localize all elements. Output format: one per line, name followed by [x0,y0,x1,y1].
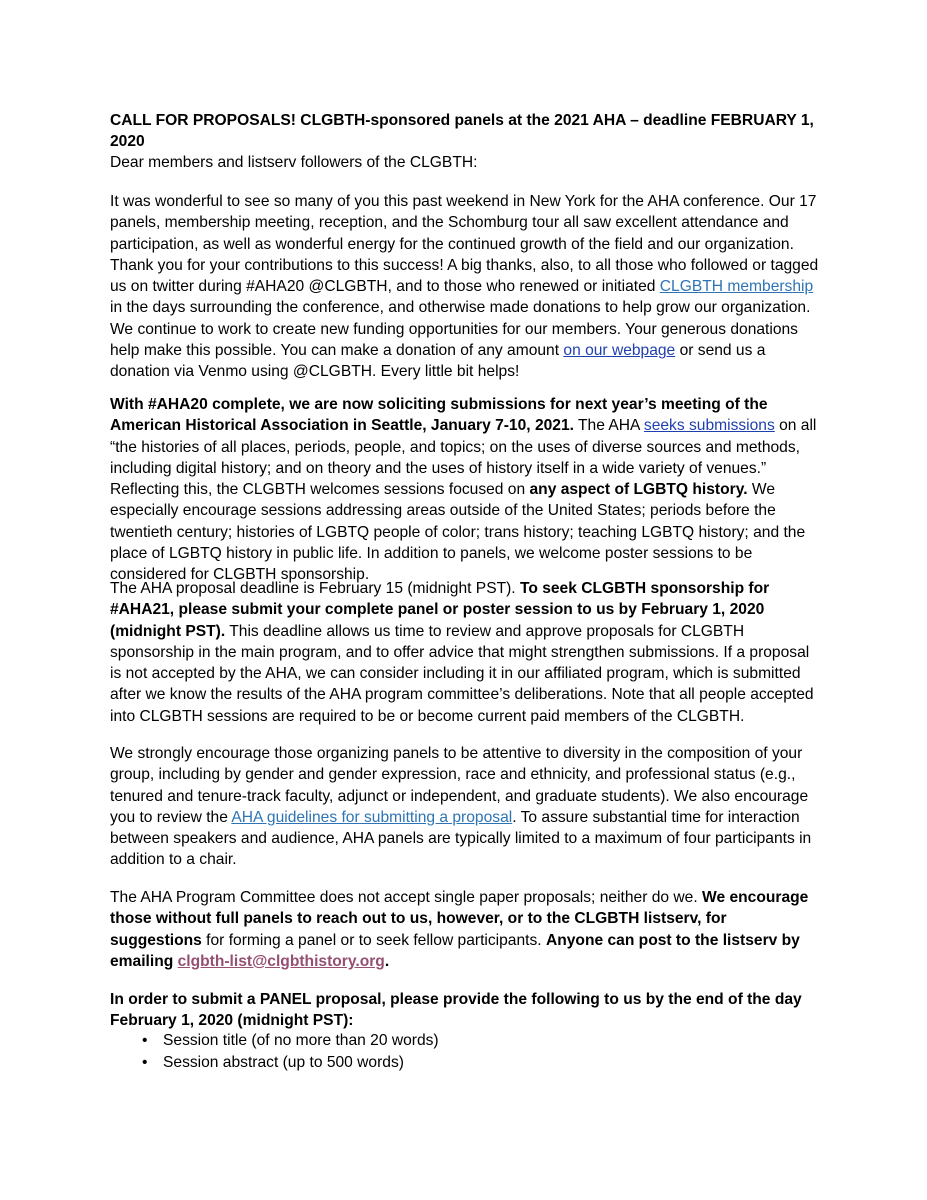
bold-text: With #AHA20 complete, we are now soliciting submissions for next year’s meeting of the American Historical Association in Seattle, January 7-10, 2021. [110,396,768,435]
text: The AHA [573,417,644,435]
bold-text: To seek CLGBTH sponsorship for #AHA21, please submit your complete panel or poster session to us by February 1, 2020 (midnight PST). [110,580,770,640]
text: The AHA Program Committee does not accept single paper proposals; neither do we. [110,889,703,906]
seeks-submissions-link[interactable]: seeks submissions [643,417,775,435]
list-item-text: Session abstract (up to 500 words) [163,1054,404,1071]
text: It was wonderful to see so many of you this past weekend in New York for the AHA conference. Our 17 panels, membership meeting, reception, and the Schomburg tour all saw excellent attendance and participation, as well as wonderful energy for the continued growth of the field and our organization. Thank you for your contributions to this success! A big thanks, also, to all those who followed or tagged us on twitter during #AHA20 @CLGBTH, and to those who renewed or initiated [110,193,819,296]
salutation: Dear members and listserv followers of the CLGBTH: [110,154,478,171]
paragraph-listserv [110,887,820,972]
text: We especially encourage sessions addressing areas outside of the United States; periods before the twentieth century; histories of LGBTQ people of color; trans history; teaching LGBTQ history; and the place of LGBTQ history in public life. In addition to panels, we welcome poster sessions to be considered for CLGBTH sponsorship. [110,481,806,584]
listserv-email-link[interactable]: clgbth-list@clgbthistory.org [177,952,385,970]
bold-text: any aspect of LGBTQ history. [529,481,748,499]
paragraph-intro [110,191,820,383]
bullet-icon: • [142,1054,148,1071]
aha-guidelines-link[interactable]: AHA guidelines for submitting a proposal [231,808,513,826]
text: for forming a panel or to seek fellow participants. [201,931,546,949]
requirements-list [110,1030,810,1074]
bold-text: We encourage those without full panels to reach out to us, however, or to the CLGBTH listserv, for suggestions [110,889,809,949]
text: in the days surrounding the conference, and otherwise made donations to help grow our organization. We continue to work to create new funding opportunities for our members. Your generous donations help make this possible. You can make a donation of any amount [110,299,811,360]
page-title: CALL FOR PROPOSALS! CLGBTH-sponsored panels at the 2021 AHA – deadline FEBRUARY 1, 2020 [110,112,814,151]
membership-link[interactable]: CLGBTH membership [659,278,814,296]
bold-text: Anyone can post to the listserv by emailing [110,931,800,970]
text: . To assure substantial time for interaction between speakers and audience, AHA panels are typically limited to a maximum of four participants in addition to a chair. [110,808,812,869]
webpage-donation-link[interactable]: on our webpage [563,342,676,360]
paragraph-submissions [110,394,820,586]
list-item [110,1052,810,1074]
text: on all “the histories of all places, periods, people, and topics; on the uses of diverse sources and methods, including digital history; and on theory and the uses of history itself in a wide variety of venues.” Reflecting this, the CLGBTH welcomes sessions focused on [110,417,817,499]
list-item-text: Session title (of no more than 20 words) [163,1032,439,1049]
text: This deadline allows us time to review and approve proposals for CLGBTH sponsorship in the main program, and to offer advice that might strengthen submissions. If a proposal is not accepted by the AHA, we can consider including it in our affiliated program, which is submitted after we know the results of the AHA program committee’s deliberations. Note that all people accepted into CLGBTH sessions are required to be or become current paid members of the CLGBTH. [110,622,814,725]
bullet-icon: • [142,1032,148,1049]
text: or send us a donation via Venmo using @CLGBTH. Every little bit helps! [110,342,766,381]
text: We strongly encourage those organizing panels to be attentive to diversity in the composition of your group, including by gender and gender expression, race and ethnicity, and professional status (e.g., tenured and tenure-track faculty, adjunct or independent, and graduate students). We also encourage you to review the [110,745,809,826]
paragraph-deadline [110,578,820,727]
text: The AHA proposal deadline is February 15 (midnight PST). [110,580,520,597]
bold-text: . [384,952,390,970]
list-item [110,1030,810,1052]
paragraph-diversity [110,743,820,871]
panel-proposal-intro: In order to submit a PANEL proposal, please provide the following to us by the end of the day February 1, 2020 (midnight PST): [110,991,802,1030]
